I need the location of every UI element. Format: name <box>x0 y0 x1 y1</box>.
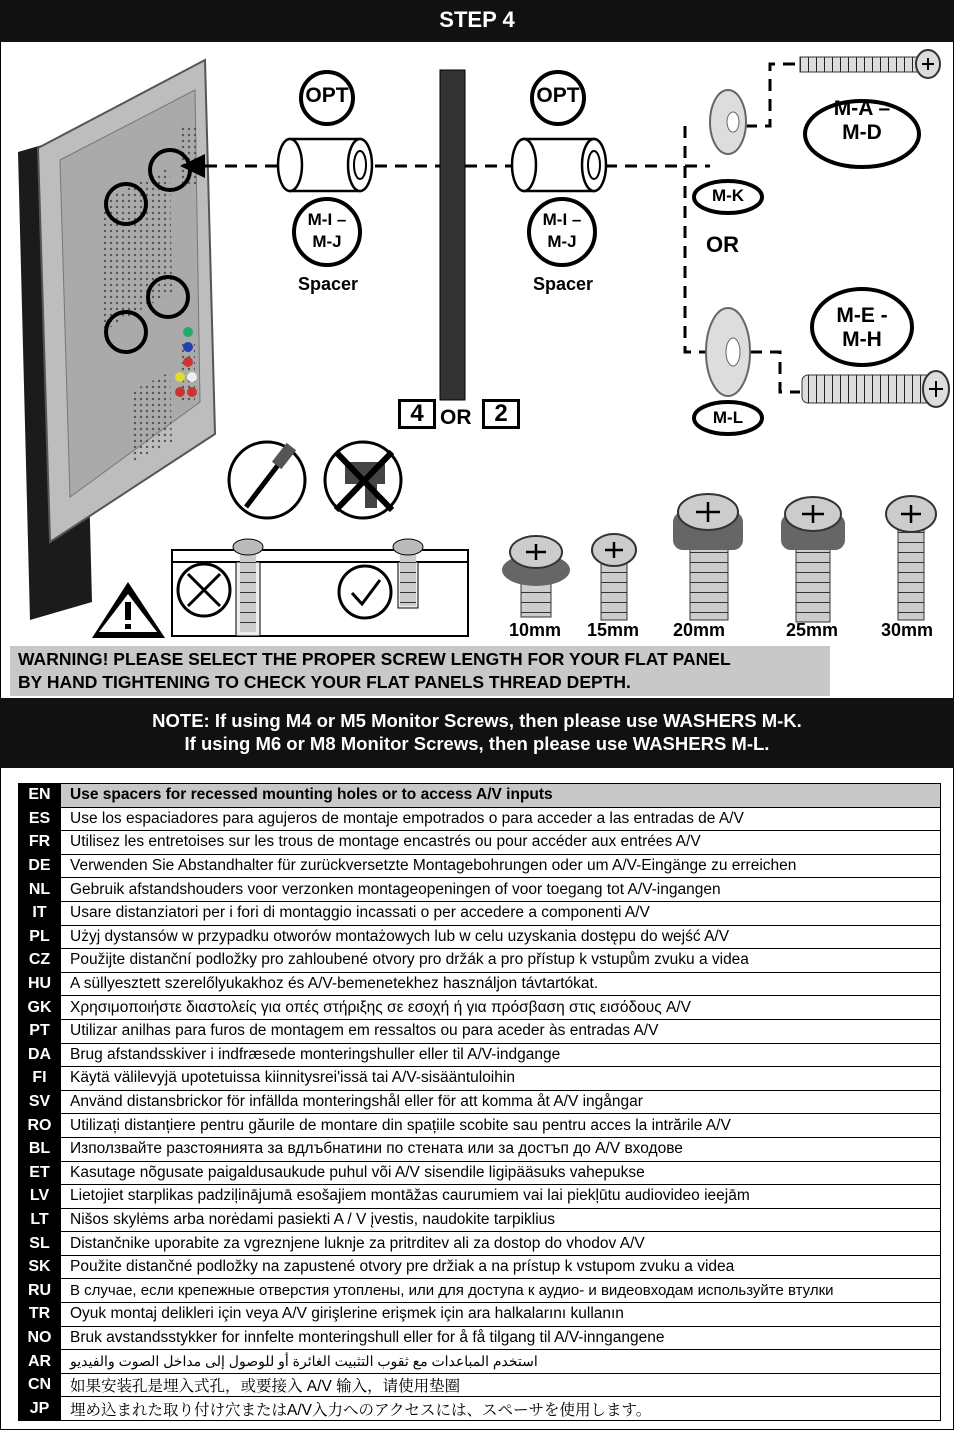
language-code: BL <box>19 1137 61 1161</box>
language-text: Använd distansbrickor för infällda monteringshål eller för att komma åt A/V ingångar <box>61 1090 941 1114</box>
language-code: GK <box>19 996 61 1020</box>
language-text: Kasutage nõgusate paigaldusaukude puhul või A/V sisendile ligipääsuks vahepukse <box>61 1161 941 1185</box>
screw-bottom-label: M-E - M-H <box>836 304 888 351</box>
note-line-2: If using M6 or M8 Monitor Screws, then please use WASHERS M-L. <box>184 733 770 754</box>
language-text: Use los espaciadores para agujeros de montaje empotrados o para acceder a las entradas de A/V <box>61 807 941 831</box>
language-row <box>19 1232 941 1256</box>
language-row <box>19 1303 941 1327</box>
language-code: DE <box>19 854 61 878</box>
warning-text <box>10 646 830 696</box>
language-row <box>19 901 941 925</box>
tv-back-panel <box>18 60 215 620</box>
language-row <box>19 831 941 855</box>
language-row <box>19 854 941 878</box>
language-code: SV <box>19 1090 61 1114</box>
step-title: STEP 4 <box>0 0 954 42</box>
language-row <box>19 1350 941 1374</box>
language-text: Използвайте разстоянията за вдлъбнатини по стената или за достъп до A/V входове <box>61 1137 941 1161</box>
language-row <box>19 1326 941 1350</box>
count-4-box: 4 <box>398 399 436 429</box>
language-text: Bruk avstandsstykker for innfelte monteringshull eller for å få tilgang til A/V-inngangene <box>61 1326 941 1350</box>
washer-k-shape <box>710 90 746 154</box>
language-code: FR <box>19 831 61 855</box>
language-text: Použite distančné podložky na zapustené otvory pre držiak a na prístup k vstupom zvuku a videa <box>61 1255 941 1279</box>
washer-or-label: OR <box>706 232 739 257</box>
language-code: CN <box>19 1373 61 1397</box>
warning-label: WARNING! PLEASE SELECT THE PROPER SCREW LENGTH FOR YOUR FLAT PANEL BY HAND TIGHTENING TO CHECK YOUR FLAT PANELS THREAD DEPTH. <box>18 649 731 692</box>
language-text: В случае, если крепежные отверстия утоплены, или для доступа к аудио- и видеовходам используйте втулки <box>61 1279 941 1303</box>
screw-30mm-shape <box>886 496 936 620</box>
note-line-1: NOTE: If using M4 or M5 Monitor Screws, then please use WASHERS M-K. <box>152 710 802 731</box>
language-code: RO <box>19 1114 61 1138</box>
note-banner <box>0 698 954 768</box>
screw-length-30: 30mm <box>881 620 934 640</box>
screw-bottom-shape <box>802 371 949 407</box>
spacer-label-left: Spacer <box>297 274 359 294</box>
language-text: Lietojiet starplikas padziļinājumā esošajiem montāžas caurumiem vai lai piekļūtu audiovideo ieejām <box>61 1185 941 1209</box>
language-text: Użyj dystansów w przypadku otworów montażowych lub w celu uzyskania dostępu do wejść A/V <box>61 925 941 949</box>
language-text: Utilizați distanțiere pentru găurile de montare din spațiile scobite sau pentru acces la intrările A/V <box>61 1114 941 1138</box>
language-text: Použijte distanční podložky pro zahloubené otvory pro držák a pro přístup k vstupům zvuku a videa <box>61 949 941 973</box>
screw-top-shape <box>800 50 940 78</box>
screw-15mm-shape <box>592 534 636 620</box>
count-or-label: OR <box>440 406 472 429</box>
language-text: A süllyesztett szerelőlyukakhoz és A/V-bemenetekhez használjon távtartókat. <box>61 972 941 996</box>
language-code: EN <box>19 784 61 808</box>
language-row <box>19 1373 941 1397</box>
language-row <box>19 1043 941 1067</box>
language-code: FI <box>19 1067 61 1091</box>
language-row <box>19 1161 941 1185</box>
language-text: Gebruik afstandshouders voor verzonken montageopeningen of voor toegang tot A/V-ingangen <box>61 878 941 902</box>
language-code: LT <box>19 1208 61 1232</box>
language-row <box>19 784 941 808</box>
language-text: Χρησιμοποιήστε διαστολείς για οπές στήριξης σε εσοχή ή για πρόσβαση στις εισόδους A/V <box>61 996 941 1020</box>
language-code: IT <box>19 901 61 925</box>
language-row <box>19 949 941 973</box>
language-text: Distančnike uporabite za vgreznjene luknje za pritrditev ali za dostop do vhodov A/V <box>61 1232 941 1256</box>
spacer-label-right: Spacer <box>532 274 594 294</box>
language-row <box>19 1114 941 1138</box>
language-text: Brug afstandsskiver i indfræsede monteringshuller eller til A/V-indgange <box>61 1043 941 1067</box>
spacer-part-left: M-I – M-J <box>307 210 347 251</box>
washer-k-label: M-K <box>711 186 745 205</box>
language-row <box>19 1090 941 1114</box>
language-code: RU <box>19 1279 61 1303</box>
language-code: ES <box>19 807 61 831</box>
language-code: ET <box>19 1161 61 1185</box>
screw-length-10: 10mm <box>509 620 562 640</box>
language-code: HU <box>19 972 61 996</box>
language-code: LV <box>19 1185 61 1209</box>
spacer-part-right: M-I – M-J <box>542 210 582 251</box>
language-row <box>19 996 941 1020</box>
language-text: استخدم المباعدات مع ثقوب التثبيت الغائرة أو للوصول إلى مداخل الصوت والفيديو <box>61 1350 941 1374</box>
language-row <box>19 1185 941 1209</box>
language-row <box>19 1397 941 1421</box>
language-table <box>18 783 941 1421</box>
opt-label-left: OPT <box>305 84 349 107</box>
language-text: 埋め込まれた取り付け穴またはA/V入力へのアクセスには、スペーサを使用します。 <box>61 1397 941 1421</box>
language-code: NL <box>19 878 61 902</box>
language-code: SK <box>19 1255 61 1279</box>
language-row <box>19 1255 941 1279</box>
language-row <box>19 972 941 996</box>
language-row <box>19 1067 941 1091</box>
language-code: JP <box>19 1397 61 1421</box>
language-row <box>19 1137 941 1161</box>
language-code: DA <box>19 1043 61 1067</box>
language-text: Verwenden Sie Abstandhalter für zurückversetzte Montagebohrungen oder um A/V-Eingänge zu erreichen <box>61 854 941 878</box>
language-row <box>19 878 941 902</box>
screw-length-15: 15mm <box>587 620 640 640</box>
language-row <box>19 1208 941 1232</box>
language-code: NO <box>19 1326 61 1350</box>
language-text: Utilisez les entretoises sur les trous de montage encastrés ou pour accéder aux entrées A/V <box>61 831 941 855</box>
screw-top-label: M-A – M-D <box>833 97 891 144</box>
language-row <box>19 1279 941 1303</box>
language-text: Usare distanziatori per i fori di montaggio incassati o per accedere a componenti A/V <box>61 901 941 925</box>
illustration-svg <box>0 42 954 642</box>
language-row <box>19 925 941 949</box>
language-code: SL <box>19 1232 61 1256</box>
mounting-illustration <box>0 42 954 642</box>
screw-25mm-shape <box>781 497 845 622</box>
language-code: TR <box>19 1303 61 1327</box>
screw-20mm-shape <box>673 494 743 620</box>
language-text: Käytä välilevyjä upotetuissa kiinnitysrei'issä tai A/V-sisääntuloihin <box>61 1067 941 1091</box>
screw-10mm-shape <box>502 536 570 617</box>
language-text: Utilizar anilhas para furos de montagem em ressaltos ou para aceder às entradas A/V <box>61 1019 941 1043</box>
screw-length-20: 20mm <box>673 620 726 640</box>
language-code: PT <box>19 1019 61 1043</box>
spacer-left-shape <box>278 139 372 191</box>
washer-l-shape <box>706 308 750 396</box>
count-2-box: 2 <box>482 399 520 429</box>
language-row <box>19 1019 941 1043</box>
language-code: PL <box>19 925 61 949</box>
language-text: Oyuk montaj delikleri için veya A/V girişlerine erişmek için ara halkalarını kullanın <box>61 1303 941 1327</box>
opt-label-right: OPT <box>536 84 580 107</box>
language-row <box>19 807 941 831</box>
language-text: 如果安装孔是埋入式孔，或要接入 A/V 输入，请使用垫圈 <box>61 1373 941 1397</box>
language-code: AR <box>19 1350 61 1374</box>
language-text: Use spacers for recessed mounting holes or to access A/V inputs <box>61 784 941 808</box>
language-code: CZ <box>19 949 61 973</box>
language-text: Nišos skylėms arba norėdami pasiekti A / V įvestis, naudokite tarpiklius <box>61 1208 941 1232</box>
spacer-right-shape <box>512 139 606 191</box>
screw-length-25: 25mm <box>786 620 839 640</box>
washer-l-label: M-L <box>712 408 744 427</box>
